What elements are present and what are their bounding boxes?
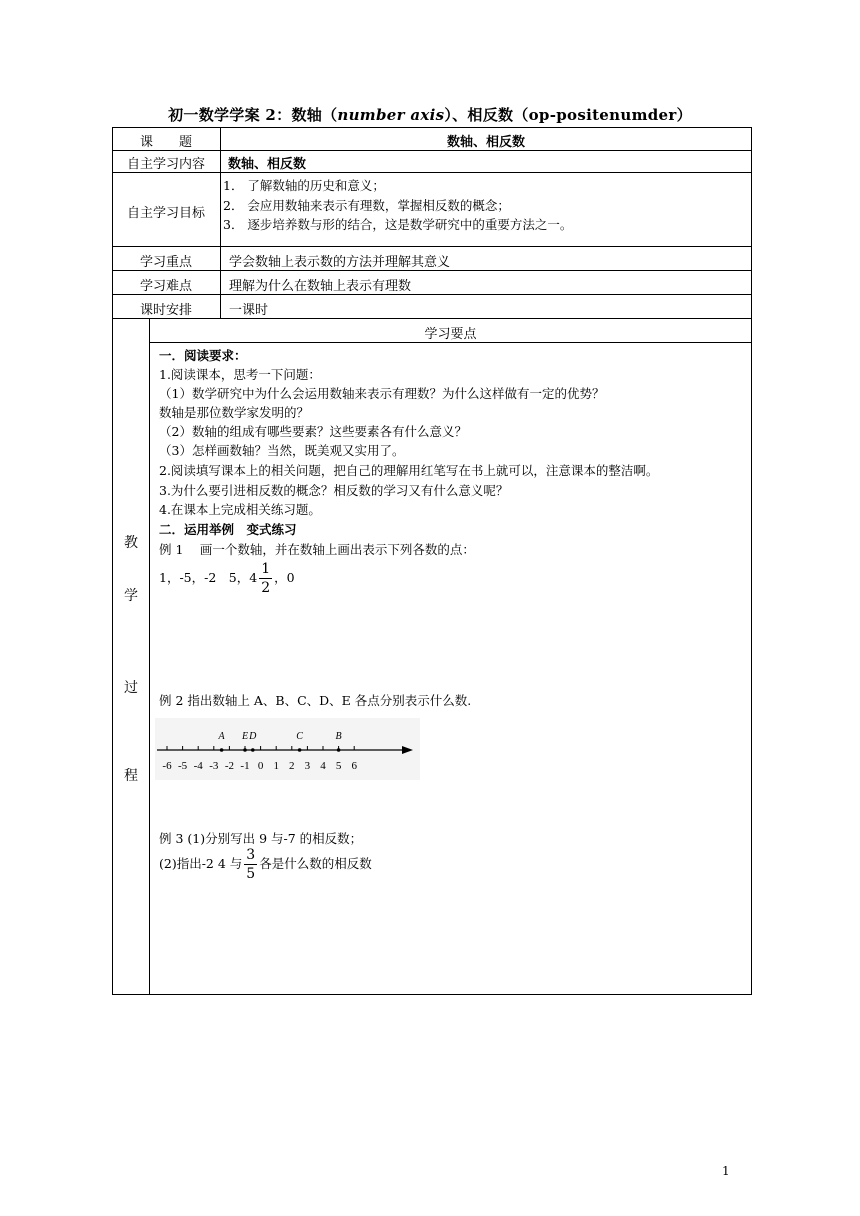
side-char: 学 <box>124 588 138 604</box>
example1-numbers-end: ，0 <box>274 570 295 585</box>
example1-numbers-start: 1，-5，-2 5，4 <box>159 570 258 585</box>
example1-text: 例 1 画一个数轴，并在数轴上画出表示下列各数的点： <box>159 542 475 557</box>
tick-label: -6 <box>162 760 172 772</box>
row-divider <box>112 270 752 271</box>
reading-line: 1.阅读课本，思考一下问题： <box>159 367 321 382</box>
title-english: number axis <box>337 106 445 124</box>
example3-line1: 例 3 (1)分别写出 9 与-7 的相反数； <box>159 831 363 846</box>
side-char: 程 <box>124 768 138 784</box>
row-divider <box>112 150 752 151</box>
reading-line: 4.在课本上完成相关练习题。 <box>159 502 321 517</box>
tick-label: -1 <box>240 760 250 772</box>
tick-label: 4 <box>320 760 326 772</box>
row-divider <box>112 294 752 295</box>
point-marker <box>243 748 247 752</box>
reading-line: （2）数轴的组成有哪些要素？这些要素各有什么意义？ <box>159 424 467 439</box>
number-line-diagram <box>155 718 420 780</box>
reading-line: 3.为什么要引进相反数的概念？相反数的学习又有什么意义呢？ <box>159 483 509 498</box>
point-label: C <box>296 731 303 742</box>
side-char: 过 <box>124 680 138 696</box>
example2-text: 例 2 指出数轴上 A、B、C、D、E 各点分别表示什么数. <box>159 693 472 708</box>
example1-numbers <box>159 562 295 595</box>
section2-title: 二．运用举例 变式练习 <box>159 522 297 537</box>
reading-line: 数轴是那位数学家发明的？ <box>159 405 310 420</box>
tick-label: -3 <box>209 760 219 772</box>
point-label: E <box>241 731 249 742</box>
goal-item: 1． 了解数轴的历史和意义； <box>223 178 385 193</box>
reading-line: （3）怎样画数轴？当然，既美观又实用了。 <box>159 443 405 458</box>
title-prefix: 初一数学学案 2：数轴（ <box>168 106 338 124</box>
col-divider <box>149 318 150 995</box>
example3-line2-start: (2)指出-2 4 与 <box>159 856 243 871</box>
difficulty-label: 学习难点 <box>139 279 192 294</box>
topic-label: 课 题 <box>139 135 192 150</box>
section1-title: 一．阅读要求： <box>159 348 247 363</box>
tick-label: -2 <box>224 760 234 772</box>
point-marker <box>251 748 255 752</box>
point-label: A <box>218 731 225 742</box>
point-label: B <box>335 731 342 742</box>
reading-line: （1）数学研究中为什么会运用数轴来表示有理数？为什么这样做有一定的优势？ <box>159 386 605 401</box>
fraction-denominator: 5 <box>246 866 256 882</box>
difficulty-value: 理解为什么在数轴上表示有理数 <box>229 279 412 294</box>
fraction-numerator: 1 <box>261 561 271 577</box>
fraction-denominator: 2 <box>261 580 271 596</box>
point-marker <box>298 748 302 752</box>
example3-line2-end: 各是什么数的相反数 <box>259 856 372 871</box>
point-label: D <box>249 731 257 742</box>
page-number: 1 <box>722 1164 730 1178</box>
goal-item: 3． 逐步培养数与形的结合，这是数学研究中的重要方法之一。 <box>223 217 573 232</box>
tick-label: 1 <box>273 760 279 772</box>
tick-label: 6 <box>351 760 357 772</box>
reading-line: 2.阅读填写课本上的相关问题，把自己的理解用红笔写在书上就可以，注意课本的整洁啊。 <box>159 463 659 478</box>
example3-line2 <box>159 848 372 881</box>
content-label: 自主学习内容 <box>126 157 205 172</box>
row-divider <box>149 342 752 343</box>
key-value: 学会数轴上表示数的方法并理解其意义 <box>229 255 451 270</box>
schedule-value: 一课时 <box>229 303 269 318</box>
process-heading: 学习要点 <box>424 327 477 342</box>
tick-label: 2 <box>289 760 295 772</box>
topic-value: 数轴、相反数 <box>446 135 525 150</box>
key-label: 学习重点 <box>139 255 192 270</box>
schedule-label: 课时安排 <box>139 303 192 318</box>
fraction-three-fifths <box>244 848 257 881</box>
fraction-one-half <box>259 562 272 595</box>
goals-label: 自主学习目标 <box>126 206 205 221</box>
tick-label: 5 <box>335 760 342 772</box>
title-suffix: ）、相反数（op-positenumder） <box>444 106 692 124</box>
side-char: 教 <box>124 535 138 551</box>
page-title <box>150 104 710 125</box>
row-divider <box>112 318 752 319</box>
fraction-numerator: 3 <box>246 847 256 863</box>
tick-label: 0 <box>257 760 264 772</box>
tick-label: -4 <box>193 760 203 772</box>
goal-item: 2． 会应用数轴来表示有理数，掌握相反数的概念； <box>223 198 510 213</box>
row-divider <box>112 246 752 247</box>
point-marker <box>337 748 341 752</box>
content-value: 数轴、相反数 <box>228 157 307 172</box>
point-marker <box>220 748 224 752</box>
tick-label: -5 <box>178 760 188 772</box>
tick-label: 3 <box>304 760 311 772</box>
col-divider <box>220 127 221 318</box>
row-divider <box>112 172 752 173</box>
